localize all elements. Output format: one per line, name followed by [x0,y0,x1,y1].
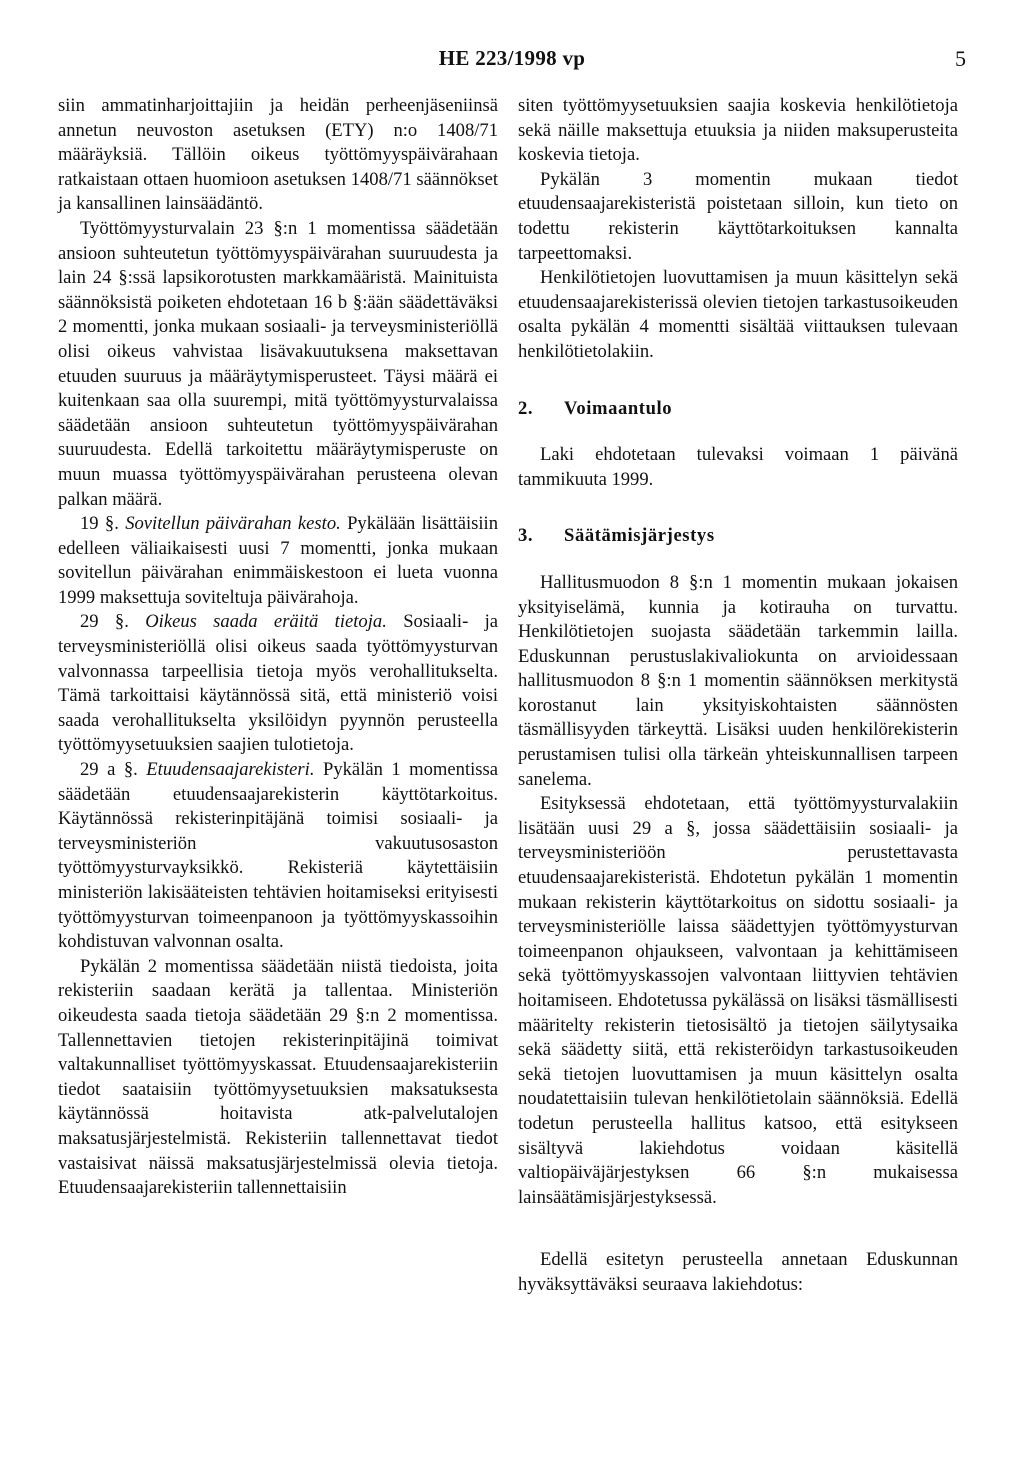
paragraph: Esityksessä ehdotetaan, että työttömyysturvalakiin lisätään uusi 29 a §, jossa säädettäisiin sosiaali- ja terveysministeriöön perustettavasta etuudensaajarekisteristä. Ehdotetun pykälän 1 momentin mukaan rekisterin käyttötarkoitus on sidottu sosiaali- ja terveysministeriölle laissa säädettyjen työttömyysturvan toimeenpanon ohjaukseen, valvontaan ja kehittämiseen sekä työttömyyskassojen valvontaan liittyvien tehtävien hoitamiseen. Ehdotetussa pykälässä on lisäksi täsmällisesti määritelty rekisterin tietosisältö ja tietojen säilytysaika sekä säädetty siitä, että rekisteröidyn tarkastusoikeuden sekä tietojen luovuttamisen ja muun käsittelyn osalta noudatettaisiin tulevan henkilötietolain säännöksiä. Edellä todetun perusteella hallitus katsoo, että esitykseen sisältyvä lakiehdotus voidaan käsitellä valtiopäiväjärjestyksen 66 §:n mukaisessa lainsäätämisjärjestyksessä. [518,793,958,1208]
closing-paragraph: Edellä esitetyn perusteella annetaan Eduskunnan hyväksyttäväksi seuraava lakiehdotus: [518,1249,958,1295]
section-heading-number: 2. [518,397,534,419]
spacer [518,421,958,443]
paragraph: Pykälän 3 momentin mukaan tiedot etuudensaajarekisteristä poistetaan silloin, kun tieto on todettu rekisterin käyttötarkoituksen kannalta tarpeettomaksi. [518,168,958,264]
paragraph: siin ammatinharjoittajiin ja heidän perheenjäseniinsä annetun neuvoston asetuksen (ETY) n:o 1408/71 määräyksiä. Tällöin oikeus työttömyyspäivärahaan ratkaistaan ottaen huomioon asetuksen 1408/71 säännökset ja kansallinen lainsäädäntö. [58,95,498,215]
paragraph: Pykälän 2 momentissa säädetään niistä tiedoista, joita rekisteriin saadaan kerätä ja tallentaa. Ministeriön oikeudesta saada tietoja säädetään 29 §:n 2 momentissa. Tallennettavien tietojen rekisterinpitäjinä toimivat valtakunnalliset työttömyyskassat. Etuudensaajarekisteriin tiedot saataisiin työttömyysetuuksien maksatuksesta käytännössä hoitavista atk-palvelutalojen maksatusjärjestelmistä. Rekisteriin tallennettavat tiedot vastaisivat näissä maksatusjärjestelmissä olevia tietoja. Etuudensaajarekisteriin tallennettaisiin [58,955,498,1199]
section-title: Etuudensaajarekisteri. [146,759,315,781]
paragraph: Työttömyysturvalain 23 §:n 1 momentissa säädetään ansioon suhteutetun työttömyyspäivärahan suuruudesta ja lain 24 §:ssä lapsikorotusten markkamääristä. Mainituista säännöksistä poiketen ehdotetaan 16 b §:ään säädettäväksi 2 momentti, jonka mukaan sosiaali- ja terveysministeriöllä olisi oikeus vahvistaa lisävakuutuksena maksettavan etuuden suuruus ja määräytymisperusteet. Täysi määrä ei kuitenkaan saa olla suurempi, mitä työttömyysturvalaissa säädetään ansioon suhteutetun työttömyyspäivärahan suuruudesta. Edellä tarkoitettu määräytymisperuste on muun muassa työttömyyspäivärahan perusteena olevan palkan määrä. [58,217,498,510]
section-title: Sovitellun päivärahan kesto. [125,513,341,535]
section-heading-title: Voimaantulo [564,397,673,419]
paragraph: siten työttömyysetuuksien saajia koskevia henkilötietoja sekä näille maksettuja etuuksia ja niiden maksuperusteita koskevia tietoja. [518,95,958,166]
section-title: Oikeus saada eräitä tietoja. [145,611,387,633]
section-heading [518,524,958,549]
paragraph-text: Pykälään lisättäisiin edelleen väliaikaisesti uusi 7 momentti, jonka mukaan sovitellun päivärahan enimmäiskestoon ei lueta vuonna 1999 maksettuja soviteltuja päivärahoja. [58,513,499,608]
section-heading-title: Säätämisjärjestys [564,525,715,547]
right-column [518,94,958,1298]
page-number: 5 [955,46,966,71]
left-column [58,94,498,1201]
paragraph-text: Pykälän 1 momentissa säädetään etuudensaajarekisterin käyttötarkoitus. Käytännössä rekisterinpitäjänä toimisi sosiaali- ja terveysministeriön vakuutusosaston työttömyysturvayksikkö. Rekisteriä käytettäisiin ministeriön lakisääteisten tehtävien hoitamiseksi erityisesti työttömyysturvan toimeenpanoon ja työttömyyskassoihin kohdistuvan valvonnan osalta. [58,759,499,953]
section-number: 29 §. [80,611,129,633]
page-header [0,46,1024,78]
spacer [518,492,958,524]
paragraph-text: Sosiaali- ja terveysministeriöllä olisi oikeus saada työttömyysturvan valvonnassa tarpeellisia tietoja myös verohallitukselta. Tämä tarkoittaisi käytännössä sitä, että ministeriö voisi saada verohallitukselta yksilöidyn pyynnön perusteella työttömyysetuuksien saajien tulotietoja. [58,611,499,756]
paragraph: Laki ehdotetaan tulevaksi voimaan 1 päivänä tammikuuta 1999. [518,444,958,490]
document-title: HE 223/1998 vp [438,46,586,70]
paragraph [58,512,498,610]
spacer [518,1210,958,1248]
paragraph [58,610,498,758]
paragraph: Hallitusmuodon 8 §:n 1 momentin mukaan jokaisen yksityiselämä, kunnia ja kotirauha on turvattu. Henkilötietojen suojasta säädetään tarkemmin lailla. Eduskunnan perustuslakivaliokunta on arvioidessaan hallitusmuodon 8 §:n 1 momentin säännöksen merkitystä korostanut lain yksityiskohtaisten säännösten täsmällisyyden tärkeyttä. Lisäksi uuden henkilörekisterin perustamisen tulisi olla tärkeän yhteiskunnallisen tarpeen sanelema. [518,571,958,790]
paragraph [58,758,498,955]
section-number: 29 a §. [80,759,138,781]
spacer [518,549,958,571]
spacer [518,365,958,397]
section-heading-number: 3. [518,525,534,547]
section-number: 19 §. [80,513,119,535]
section-heading [518,397,958,422]
paragraph: Henkilötietojen luovuttamisen ja muun käsittelyn sekä etuudensaajarekisterissä olevien tietojen tarkastusoikeuden osalta pykälän 4 momentti sisältää viittauksen tulevaan henkilötietolakiin. [518,267,958,362]
